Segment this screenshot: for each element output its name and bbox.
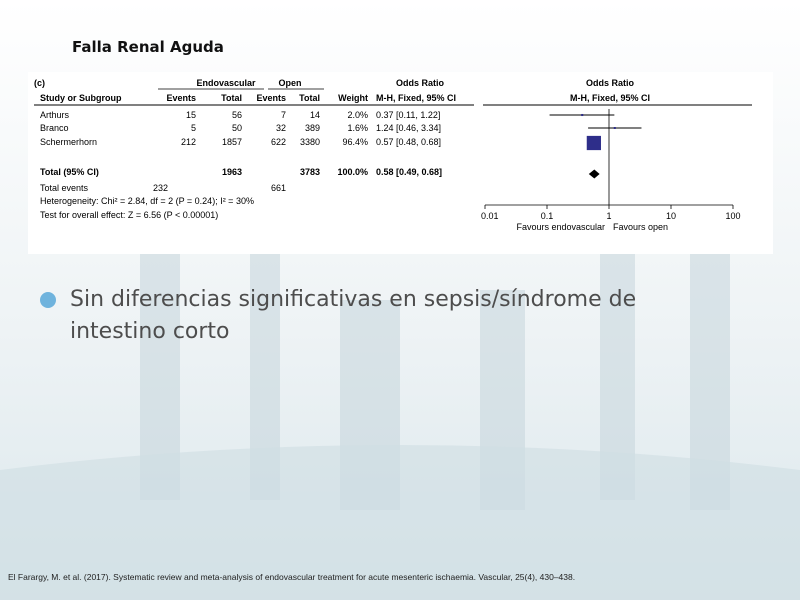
study-square — [587, 136, 601, 150]
study-name: Arthurs — [40, 110, 70, 120]
study-name: Branco — [40, 123, 69, 133]
total-events-label: Total events — [40, 183, 89, 193]
study-total-1: 56 — [231, 110, 242, 120]
group-header-open: Open — [278, 78, 302, 88]
study-name: Schermerhorn — [40, 137, 98, 147]
total-ci: 0.58 [0.49, 0.68] — [376, 167, 443, 177]
bullet-dot-icon — [40, 292, 56, 308]
col-header-study: Study or Subgroup — [40, 93, 122, 103]
col-header-events-2: Events — [256, 93, 286, 103]
x-tick-label: 100 — [725, 211, 741, 221]
x-tick-label: 0.01 — [481, 211, 499, 221]
study-events-1: 5 — [190, 123, 196, 133]
study-weight: 1.6% — [347, 123, 368, 133]
study-events-2: 32 — [275, 123, 286, 133]
forest-plot — [28, 72, 773, 254]
total-total-1: 1963 — [221, 167, 242, 177]
group-header-odds-ratio-left: Odds Ratio — [395, 78, 445, 88]
slide-title: Falla Renal Aguda — [72, 38, 224, 56]
favours-right-label: Favours open — [613, 222, 669, 232]
favours-left-label: Favours endovascular — [516, 222, 605, 232]
col-header-weight: Weight — [338, 93, 368, 103]
study-ci: 1.24 [0.46, 3.34] — [376, 123, 442, 133]
study-events-2: 622 — [270, 137, 286, 147]
overall-effect: Test for overall effect: Z = 6.56 (P < 0.00001) — [40, 210, 219, 220]
x-tick-label: 10 — [665, 211, 677, 221]
study-total-1: 50 — [231, 123, 242, 133]
study-events-1: 15 — [185, 110, 196, 120]
col-header-method: M-H, Fixed, 95% CI — [376, 93, 457, 103]
study-weight: 96.4% — [342, 137, 368, 147]
heterogeneity: Heterogeneity: Chi² = 2.84, df = 2 (P = 0.24); I² = 30% — [40, 196, 254, 206]
study-events-1: 212 — [180, 137, 196, 147]
x-tick-label: 0.1 — [540, 211, 554, 221]
col-header-events-1: Events — [166, 93, 196, 103]
study-square — [614, 127, 616, 129]
col-header-total-2: Total — [299, 93, 320, 103]
total-weight: 100.0% — [337, 167, 368, 177]
total-events-2: 661 — [270, 183, 286, 193]
study-weight: 2.0% — [347, 110, 368, 120]
col-header-total-1: Total — [221, 93, 242, 103]
study-ci: 0.57 [0.48, 0.68] — [376, 137, 442, 147]
study-total-2: 14 — [309, 110, 320, 120]
forest-plot-figure — [28, 72, 773, 254]
total-events-1: 232 — [152, 183, 168, 193]
study-ci: 0.37 [0.11, 1.22] — [376, 110, 441, 120]
total-label: Total (95% CI) — [40, 167, 99, 177]
study-square — [581, 114, 583, 116]
total-total-2: 3783 — [299, 167, 320, 177]
panel-label: (c) — [34, 78, 45, 88]
study-total-2: 3380 — [299, 137, 320, 147]
col-header-method-right: M-H, Fixed, 95% CI — [569, 93, 651, 103]
group-header-odds-ratio-right: Odds Ratio — [585, 78, 635, 88]
group-header-endovascular: Endovascular — [196, 78, 256, 88]
citation: El Farargy, M. et al. (2017). Systematic review and meta-analysis of endovascular treatment for acute mesenteric ischaemia. Vascular, 25(4), 430–438. — [8, 572, 576, 582]
x-tick-label: 1 — [606, 211, 612, 221]
pooled-diamond — [589, 170, 600, 179]
study-total-1: 1857 — [221, 137, 242, 147]
bullet-text: Sin diferencias significativas en sepsis/síndrome de intestino corto — [70, 287, 637, 344]
study-total-2: 389 — [304, 123, 320, 133]
study-events-2: 7 — [280, 110, 286, 120]
